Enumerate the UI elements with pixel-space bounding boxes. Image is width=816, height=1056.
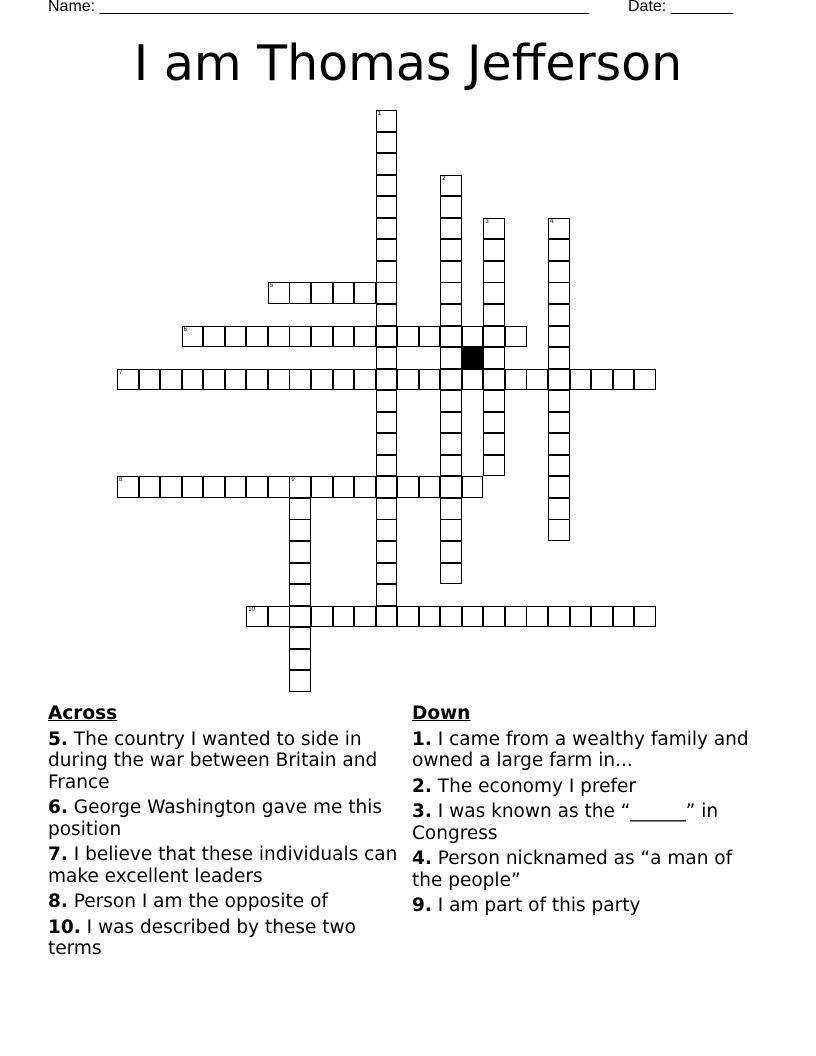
grid-cell[interactable] xyxy=(376,261,398,283)
grid-cell[interactable] xyxy=(354,282,376,304)
grid-cell[interactable] xyxy=(376,563,398,585)
grid-cell[interactable] xyxy=(289,670,311,692)
grid-cell[interactable] xyxy=(376,433,398,455)
grid-cell[interactable] xyxy=(591,606,613,628)
grid-cell[interactable] xyxy=(117,369,139,391)
grid-cell[interactable] xyxy=(376,455,398,477)
clue-text: Person I am the opposite of xyxy=(67,891,328,912)
cell-number: 1 xyxy=(377,111,381,117)
grid-cell[interactable] xyxy=(376,175,398,197)
grid-cell[interactable] xyxy=(333,369,355,391)
grid-cell[interactable] xyxy=(376,110,398,132)
grid-cell[interactable] xyxy=(548,498,570,520)
date-blank[interactable]: _______ xyxy=(670,0,733,15)
grid-cell[interactable] xyxy=(376,132,398,154)
grid-cell[interactable] xyxy=(139,476,161,498)
grid-cell[interactable] xyxy=(440,498,462,520)
grid-cell[interactable] xyxy=(440,455,462,477)
grid-cell[interactable] xyxy=(440,433,462,455)
grid-cell[interactable] xyxy=(548,218,570,240)
grid-cell[interactable] xyxy=(483,412,505,434)
grid-cell[interactable] xyxy=(440,563,462,585)
grid-cell[interactable] xyxy=(440,196,462,218)
down-heading: Down xyxy=(412,703,471,724)
grid-cell[interactable] xyxy=(182,369,204,391)
across-clue xyxy=(48,729,400,794)
grid-cell[interactable] xyxy=(225,369,247,391)
grid-cell[interactable] xyxy=(483,304,505,326)
grid-cell[interactable] xyxy=(376,347,398,369)
grid-cell[interactable] xyxy=(289,498,311,520)
cell-number: 3 xyxy=(485,218,489,225)
down-clue xyxy=(412,776,767,798)
blocked-cell xyxy=(462,347,484,369)
grid-cell[interactable] xyxy=(634,606,656,628)
grid-cell[interactable] xyxy=(483,261,505,283)
grid-cell[interactable] xyxy=(440,261,462,283)
grid-cell[interactable] xyxy=(376,412,398,434)
across-heading: Across xyxy=(48,703,118,724)
grid-cell[interactable] xyxy=(268,326,290,348)
grid-cell[interactable] xyxy=(440,326,462,348)
grid-cell[interactable] xyxy=(311,282,333,304)
grid-cell[interactable] xyxy=(246,606,268,628)
grid-cell[interactable] xyxy=(354,476,376,498)
grid-cell[interactable] xyxy=(440,304,462,326)
grid-cell[interactable] xyxy=(268,282,290,304)
grid-cell[interactable] xyxy=(548,606,570,628)
across-clues xyxy=(48,703,400,964)
grid-cell[interactable] xyxy=(160,476,182,498)
grid-cell[interactable] xyxy=(376,519,398,541)
grid-cell[interactable] xyxy=(634,369,656,391)
grid-cell[interactable] xyxy=(397,369,419,391)
clue-number: 1. xyxy=(412,728,432,750)
grid-cell[interactable] xyxy=(354,369,376,391)
grid-cell[interactable] xyxy=(483,433,505,455)
grid-cell[interactable] xyxy=(397,326,419,348)
page-title: I am Thomas Jefferson xyxy=(133,35,683,92)
grid-cell[interactable] xyxy=(440,390,462,412)
cell-number: 10 xyxy=(248,606,255,613)
grid-cell[interactable] xyxy=(505,369,527,391)
grid-cell[interactable] xyxy=(289,326,311,348)
grid-cell[interactable] xyxy=(483,239,505,261)
grid-cell[interactable] xyxy=(483,390,505,412)
clue-number: 3. xyxy=(412,801,432,822)
cell-number: 5 xyxy=(269,283,274,290)
cell-number: 6 xyxy=(183,326,187,333)
grid-cell[interactable] xyxy=(483,218,505,240)
grid-cell[interactable] xyxy=(354,606,376,628)
grid-cell[interactable] xyxy=(246,369,268,391)
grid-cell[interactable] xyxy=(440,347,462,369)
grid-cell[interactable] xyxy=(483,369,505,391)
grid-cell[interactable] xyxy=(505,606,527,628)
grid-cell[interactable] xyxy=(311,606,333,628)
grid-cell[interactable] xyxy=(376,153,398,175)
grid-cell[interactable] xyxy=(505,326,527,348)
date-line xyxy=(628,0,733,16)
clue-text: I was described by these two terms xyxy=(48,916,356,959)
clue-number: 10. xyxy=(48,916,81,938)
clue-number: 5. xyxy=(48,728,68,750)
grid-cell[interactable] xyxy=(225,326,247,348)
grid-cell[interactable] xyxy=(333,606,355,628)
grid-cell[interactable] xyxy=(548,476,570,498)
grid-cell[interactable] xyxy=(376,584,398,606)
grid-cell[interactable] xyxy=(440,541,462,563)
grid-cell[interactable] xyxy=(570,606,592,628)
clue-number: 7. xyxy=(48,844,68,865)
across-clue xyxy=(48,797,400,840)
grid-cell[interactable] xyxy=(548,369,570,391)
grid-cell[interactable] xyxy=(440,369,462,391)
grid-cell[interactable] xyxy=(203,326,225,348)
clue-number: 8. xyxy=(48,891,68,912)
grid-cell[interactable] xyxy=(419,369,441,391)
cell-number: 7 xyxy=(119,369,123,376)
grid-cell[interactable] xyxy=(333,326,355,348)
grid-cell[interactable] xyxy=(246,476,268,498)
grid-cell[interactable] xyxy=(311,326,333,348)
clue-number: 6. xyxy=(48,797,68,818)
grid-cell[interactable] xyxy=(333,476,355,498)
across-clue xyxy=(48,844,400,887)
grid-cell[interactable] xyxy=(613,606,635,628)
grid-cell[interactable] xyxy=(268,369,290,391)
grid-cell[interactable] xyxy=(483,606,505,628)
grid-cell[interactable] xyxy=(289,369,311,391)
grid-cell[interactable] xyxy=(376,606,398,628)
grid-cell[interactable] xyxy=(548,390,570,412)
grid-cell[interactable] xyxy=(182,326,204,348)
grid-cell[interactable] xyxy=(376,282,398,304)
grid-cell[interactable] xyxy=(440,412,462,434)
name-label: Name: xyxy=(48,0,96,15)
grid-cell[interactable] xyxy=(289,649,311,671)
clue-text: The country I wanted to side in during the war between Britain and France xyxy=(48,728,378,793)
down-clues xyxy=(412,703,767,921)
grid-cell[interactable] xyxy=(376,476,398,498)
grid-cell[interactable] xyxy=(397,606,419,628)
grid-cell[interactable] xyxy=(548,282,570,304)
clue-text: The economy I prefer xyxy=(431,775,637,797)
grid-cell[interactable] xyxy=(570,369,592,391)
down-clue xyxy=(412,729,767,772)
grid-cell[interactable] xyxy=(203,369,225,391)
grid-cell[interactable] xyxy=(462,326,484,348)
down-clue xyxy=(412,848,767,891)
grid-cell[interactable] xyxy=(419,326,441,348)
grid-cell[interactable] xyxy=(548,261,570,283)
grid-cell[interactable] xyxy=(548,326,570,348)
grid-cell[interactable] xyxy=(548,519,570,541)
grid-cell[interactable] xyxy=(268,476,290,498)
grid-cell[interactable] xyxy=(376,390,398,412)
grid-cell[interactable] xyxy=(376,326,398,348)
down-clue xyxy=(412,895,767,917)
grid-cell[interactable] xyxy=(440,282,462,304)
grid-cell[interactable] xyxy=(354,326,376,348)
grid-cell[interactable] xyxy=(268,606,290,628)
grid-cell[interactable] xyxy=(548,412,570,434)
grid-cell[interactable] xyxy=(376,239,398,261)
grid-cell[interactable] xyxy=(289,584,311,606)
grid-cell[interactable] xyxy=(376,541,398,563)
grid-cell[interactable] xyxy=(289,476,311,498)
grid-cell[interactable] xyxy=(440,606,462,628)
grid-cell[interactable] xyxy=(526,606,548,628)
name-blank[interactable]: _______________________________________________________ xyxy=(99,0,589,15)
grid-cell[interactable] xyxy=(462,369,484,391)
grid-cell[interactable] xyxy=(289,627,311,649)
cell-number: 9 xyxy=(291,477,295,484)
grid-cell[interactable] xyxy=(246,326,268,348)
grid-cell[interactable] xyxy=(548,239,570,261)
clue-text: I was known as the “______” in Congress xyxy=(412,801,719,844)
clue-text: I believe that these individuals can make excellent leaders xyxy=(48,844,398,887)
grid-cell[interactable] xyxy=(483,347,505,369)
grid-cell[interactable] xyxy=(440,519,462,541)
grid-cell[interactable] xyxy=(289,606,311,628)
grid-cell[interactable] xyxy=(376,196,398,218)
date-label: Date: xyxy=(628,0,667,15)
grid-cell[interactable] xyxy=(160,369,182,391)
grid-cell[interactable] xyxy=(139,369,161,391)
grid-cell[interactable] xyxy=(526,369,548,391)
grid-cell[interactable] xyxy=(548,347,570,369)
grid-cell[interactable] xyxy=(613,369,635,391)
grid-cell[interactable] xyxy=(397,476,419,498)
grid-cell[interactable] xyxy=(548,455,570,477)
grid-cell[interactable] xyxy=(440,175,462,197)
grid-cell[interactable] xyxy=(440,239,462,261)
grid-cell[interactable] xyxy=(419,606,441,628)
grid-cell[interactable] xyxy=(289,541,311,563)
grid-cell[interactable] xyxy=(419,476,441,498)
grid-cell[interactable] xyxy=(548,433,570,455)
grid-cell[interactable] xyxy=(311,369,333,391)
grid-cell[interactable] xyxy=(376,369,398,391)
grid-cell[interactable] xyxy=(376,304,398,326)
clue-text: George Washington gave me this position xyxy=(48,797,383,840)
grid-cell[interactable] xyxy=(548,304,570,326)
grid-cell[interactable] xyxy=(225,476,247,498)
grid-cell[interactable] xyxy=(289,519,311,541)
clue-text: I am part of this party xyxy=(431,895,641,916)
grid-cell[interactable] xyxy=(462,476,484,498)
grid-cell[interactable] xyxy=(311,476,333,498)
grid-cell[interactable] xyxy=(203,476,225,498)
name-line xyxy=(48,0,589,16)
down-clue xyxy=(412,801,767,844)
grid-cell[interactable] xyxy=(462,606,484,628)
clue-text: I came from a wealthy family and owned a large farm in... xyxy=(412,728,749,771)
grid-cell[interactable] xyxy=(483,282,505,304)
across-clue xyxy=(48,891,400,913)
grid-cell[interactable] xyxy=(289,563,311,585)
grid-cell[interactable] xyxy=(483,455,505,477)
grid-cell[interactable] xyxy=(440,218,462,240)
clue-number: 4. xyxy=(412,848,432,869)
grid-cell[interactable] xyxy=(376,498,398,520)
cell-number: 2 xyxy=(442,175,446,182)
clue-text: Person nicknamed as “a man of the people” xyxy=(412,848,733,891)
grid-cell[interactable] xyxy=(333,282,355,304)
across-clue xyxy=(48,917,400,960)
cell-number: 4 xyxy=(550,218,554,225)
cell-number: 8 xyxy=(119,477,123,484)
grid-cell[interactable] xyxy=(440,476,462,498)
grid-cell[interactable] xyxy=(289,282,311,304)
grid-cell[interactable] xyxy=(376,218,398,240)
clue-number: 9. xyxy=(412,895,432,916)
grid-cell[interactable] xyxy=(591,369,613,391)
grid-cell[interactable] xyxy=(182,476,204,498)
grid-cell[interactable] xyxy=(117,476,139,498)
grid-cell[interactable] xyxy=(483,326,505,348)
clue-number: 2. xyxy=(412,775,432,797)
